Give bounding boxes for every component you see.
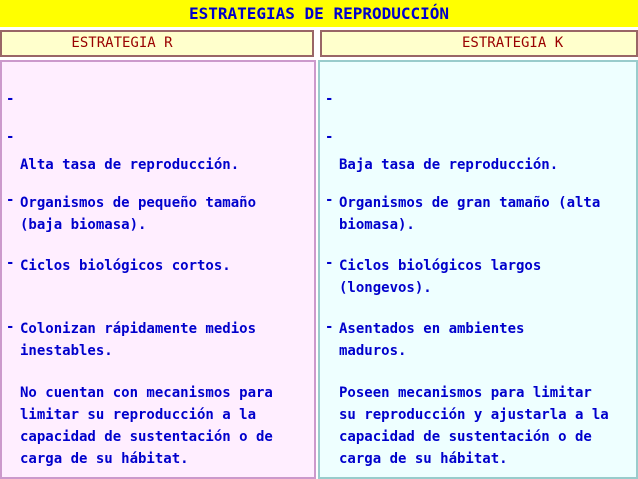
- bullet-dash: -: [6, 192, 15, 208]
- list-item-text: Poseen mecanismos para limitar su reproducción y ajustarla a la capacidad de sustentación o de carga de su hábitat.: [339, 385, 609, 467]
- bullet-dash: -: [325, 319, 334, 335]
- list-item-text: Alta tasa de reproducción.: [20, 157, 240, 173]
- list-item-text: Ciclos biológicos cortos.: [20, 258, 231, 274]
- bullet-dash: -: [6, 91, 15, 107]
- panel-estrategia-k: [318, 60, 638, 479]
- bullet-dash: -: [325, 129, 334, 145]
- page-title: ESTRATEGIAS DE REPRODUCCIÓN: [0, 0, 638, 27]
- bullet-dash: -: [325, 255, 334, 271]
- list-item-text: Baja tasa de reproducción.: [339, 157, 559, 173]
- header-estrategia-r-label: ESTRATEGIA R: [71, 35, 173, 51]
- list-item-text: Ciclos biológicos largos (longevos).: [339, 258, 542, 296]
- header-estrategia-k-label: ESTRATEGIA K: [462, 35, 564, 51]
- list-item-text: No cuentan con mecanismos para limitar su reproducción a la capacidad de sustentación o de carga de su hábitat.: [20, 385, 273, 467]
- header-estrategia-r: [0, 30, 314, 57]
- bullet-dash: -: [6, 255, 15, 271]
- panel-estrategia-r: [0, 60, 316, 479]
- list-item-text: Asentados en ambientes maduros.: [339, 321, 525, 359]
- bullet-dash: -: [6, 129, 15, 145]
- bullet-dash: -: [325, 192, 334, 208]
- header-estrategia-k: [320, 30, 638, 57]
- list-item-text: Colonizan rápidamente medios inestables.: [20, 321, 257, 359]
- list-item-text: Organismos de gran tamaño (alta biomasa).: [339, 195, 601, 233]
- bullet-dash: -: [325, 91, 334, 107]
- list-item-r-5: [6, 316, 306, 479]
- list-item-k-5: [325, 316, 631, 479]
- bullet-dash: -: [6, 319, 15, 335]
- list-item-text: Organismos de pequeño tamaño (baja biomasa).: [20, 195, 257, 233]
